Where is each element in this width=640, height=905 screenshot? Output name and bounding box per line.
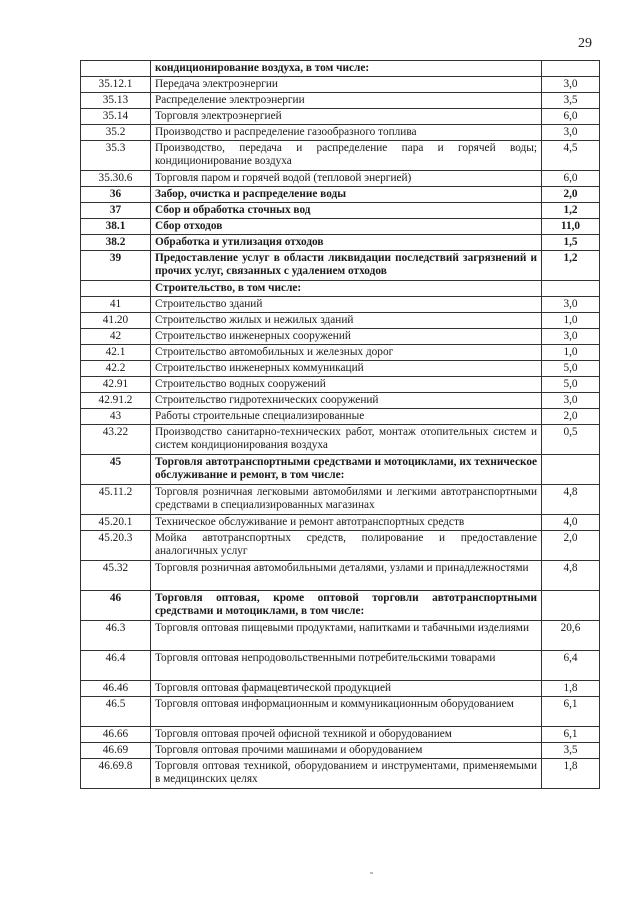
- activity-name-cell: Строительство гидротехнических сооружений: [151, 393, 542, 409]
- table-row: [81, 77, 600, 93]
- activity-code-cell: 45.11.2: [81, 485, 151, 515]
- activity-code-cell: [81, 281, 151, 297]
- table-row: [81, 109, 600, 125]
- activity-code-cell: 35.3: [81, 141, 151, 171]
- rate-value-cell: 5,0: [542, 377, 600, 393]
- activity-name-cell: Торговля розничная автомобильными деталями, узлами и принадлежностями: [151, 561, 542, 591]
- table-row: [81, 329, 600, 345]
- table-row: [81, 485, 600, 515]
- rate-value-cell: 3,0: [542, 125, 600, 141]
- rate-value-cell: 0,5: [542, 425, 600, 455]
- table-row: [81, 141, 600, 171]
- table-row: [81, 219, 600, 235]
- table-row: [81, 171, 600, 187]
- activity-code-cell: [81, 61, 151, 77]
- activity-name-cell: Торговля оптовая техникой, оборудованием и инструментами, применяемыми в медицинских целях: [151, 759, 542, 789]
- table-row: [81, 743, 600, 759]
- activity-code-cell: 43.22: [81, 425, 151, 455]
- activity-code-cell: 35.30.6: [81, 171, 151, 187]
- rate-value-cell: 3,0: [542, 297, 600, 313]
- table-row: [81, 93, 600, 109]
- rate-value-cell: 20,6: [542, 621, 600, 651]
- activity-code-cell: 35.2: [81, 125, 151, 141]
- page-number: 29: [578, 36, 592, 51]
- activity-code-cell: 42.91: [81, 377, 151, 393]
- activity-code-cell: 46.69: [81, 743, 151, 759]
- table-row: [81, 515, 600, 531]
- rate-value-cell: 1,8: [542, 759, 600, 789]
- activity-code-cell: 42: [81, 329, 151, 345]
- rate-value-cell: 6,0: [542, 171, 600, 187]
- rate-value-cell: 1,0: [542, 313, 600, 329]
- activity-code-cell: 46.46: [81, 681, 151, 697]
- table-row: [81, 409, 600, 425]
- table-row: [81, 61, 600, 77]
- activity-code-cell: 42.2: [81, 361, 151, 377]
- rate-value-cell: 3,5: [542, 743, 600, 759]
- activity-name-cell: Строительство инженерных сооружений: [151, 329, 542, 345]
- activity-name-cell: Распределение электроэнергии: [151, 93, 542, 109]
- table-row: [81, 531, 600, 561]
- activity-name-cell: кондиционирование воздуха, в том числе:: [151, 61, 542, 77]
- rate-value-cell: 1,0: [542, 345, 600, 361]
- activity-code-cell: 45.20.1: [81, 515, 151, 531]
- activity-name-cell: Торговля оптовая прочими машинами и оборудованием: [151, 743, 542, 759]
- rate-value-cell: 3,5: [542, 93, 600, 109]
- activity-name-cell: Торговля оптовая фармацевтической продукцией: [151, 681, 542, 697]
- activity-name-cell: Строительство водных сооружений: [151, 377, 542, 393]
- activity-code-cell: 38.1: [81, 219, 151, 235]
- activity-name-cell: Торговля электроэнергией: [151, 109, 542, 125]
- table-row: [81, 561, 600, 591]
- table-row: [81, 203, 600, 219]
- activity-code-cell: 46.5: [81, 697, 151, 727]
- activity-code-cell: 41.20: [81, 313, 151, 329]
- activity-name-cell: Работы строительные специализированные: [151, 409, 542, 425]
- activity-name-cell: Торговля оптовая непродовольственными потребительскими товарами: [151, 651, 542, 681]
- rate-value-cell: 4,5: [542, 141, 600, 171]
- activity-name-cell: Забор, очистка и распределение воды: [151, 187, 542, 203]
- rate-value-cell: 2,0: [542, 409, 600, 425]
- rate-value-cell: 1,2: [542, 203, 600, 219]
- rate-value-cell: 3,0: [542, 77, 600, 93]
- table-row: [81, 393, 600, 409]
- rate-value-cell: 1,5: [542, 235, 600, 251]
- activity-code-cell: 37: [81, 203, 151, 219]
- activity-code-cell: 39: [81, 251, 151, 281]
- table-row: [81, 591, 600, 621]
- activity-name-cell: Торговля оптовая информационным и коммуникационным оборудованием: [151, 697, 542, 727]
- table-row: [81, 281, 600, 297]
- rate-value-cell: [542, 61, 600, 77]
- table-row: [81, 377, 600, 393]
- table-row: [81, 681, 600, 697]
- scan-speck: [370, 872, 373, 874]
- activity-code-cell: 42.91.2: [81, 393, 151, 409]
- rate-value-cell: 5,0: [542, 361, 600, 377]
- activity-name-cell: Торговля оптовая пищевыми продуктами, напитками и табачными изделиями: [151, 621, 542, 651]
- table-row: [81, 345, 600, 361]
- rate-value-cell: 6,0: [542, 109, 600, 125]
- activity-rates-table: [80, 60, 600, 789]
- activity-code-cell: 35.14: [81, 109, 151, 125]
- activity-name-cell: Строительство инженерных коммуникаций: [151, 361, 542, 377]
- activity-code-cell: 46.66: [81, 727, 151, 743]
- table-row: [81, 297, 600, 313]
- activity-code-cell: 46.3: [81, 621, 151, 651]
- table-row: [81, 361, 600, 377]
- table-row: [81, 697, 600, 727]
- rate-value-cell: 11,0: [542, 219, 600, 235]
- activity-name-cell: Техническое обслуживание и ремонт автотранспортных средств: [151, 515, 542, 531]
- rate-value-cell: 2,0: [542, 187, 600, 203]
- activity-code-cell: 35.13: [81, 93, 151, 109]
- activity-name-cell: Производство и распределение газообразного топлива: [151, 125, 542, 141]
- table-row: [81, 313, 600, 329]
- table-row: [81, 235, 600, 251]
- activity-name-cell: Торговля розничная легковыми автомобилями и легкими автотранспортными средствами в специализированных магазинах: [151, 485, 542, 515]
- activity-name-cell: Сбор отходов: [151, 219, 542, 235]
- rate-value-cell: 3,0: [542, 329, 600, 345]
- rate-value-cell: 4,0: [542, 515, 600, 531]
- activity-code-cell: 42.1: [81, 345, 151, 361]
- activity-code-cell: 46: [81, 591, 151, 621]
- activity-code-cell: 45.32: [81, 561, 151, 591]
- rate-value-cell: [542, 455, 600, 485]
- activity-name-cell: Передача электроэнергии: [151, 77, 542, 93]
- activity-name-cell: Торговля автотранспортными средствами и мотоциклами, их техническое обслуживание и ремонт, в том числе:: [151, 455, 542, 485]
- activity-name-cell: Строительство, в том числе:: [151, 281, 542, 297]
- activity-name-cell: Мойка автотранспортных средств, полирование и предоставление аналогичных услуг: [151, 531, 542, 561]
- activity-name-cell: Сбор и обработка сточных вод: [151, 203, 542, 219]
- rate-value-cell: 6,4: [542, 651, 600, 681]
- table-row: [81, 621, 600, 651]
- activity-name-cell: Торговля оптовая, кроме оптовой торговли автотранспортными средствами и мотоциклами, в том числе:: [151, 591, 542, 621]
- activity-code-cell: 43: [81, 409, 151, 425]
- rate-value-cell: 1,8: [542, 681, 600, 697]
- rate-value-cell: 3,0: [542, 393, 600, 409]
- activity-code-cell: 45: [81, 455, 151, 485]
- activity-name-cell: Строительство жилых и нежилых зданий: [151, 313, 542, 329]
- activity-code-cell: 45.20.3: [81, 531, 151, 561]
- table-row: [81, 425, 600, 455]
- rate-value-cell: 4,8: [542, 561, 600, 591]
- activity-code-cell: 36: [81, 187, 151, 203]
- activity-code-cell: 46.69.8: [81, 759, 151, 789]
- table-row: [81, 251, 600, 281]
- activity-code-cell: 41: [81, 297, 151, 313]
- table-row: [81, 651, 600, 681]
- table-row: [81, 759, 600, 789]
- table-row: [81, 125, 600, 141]
- table-row: [81, 455, 600, 485]
- activity-name-cell: Строительство зданий: [151, 297, 542, 313]
- rate-value-cell: [542, 591, 600, 621]
- activity-code-cell: 35.12.1: [81, 77, 151, 93]
- table-row: [81, 727, 600, 743]
- rate-value-cell: [542, 281, 600, 297]
- activity-name-cell: Обработка и утилизация отходов: [151, 235, 542, 251]
- rate-value-cell: 1,2: [542, 251, 600, 281]
- rate-value-cell: 2,0: [542, 531, 600, 561]
- rate-value-cell: 6,1: [542, 697, 600, 727]
- activity-code-cell: 46.4: [81, 651, 151, 681]
- activity-name-cell: Торговля паром и горячей водой (тепловой энергией): [151, 171, 542, 187]
- activity-name-cell: Производство, передача и распределение пара и горячей воды; кондиционирование воздуха: [151, 141, 542, 171]
- activity-name-cell: Производство санитарно-технических работ, монтаж отопительных систем и систем кондиционирования воздуха: [151, 425, 542, 455]
- rate-value-cell: 4,8: [542, 485, 600, 515]
- table-row: [81, 187, 600, 203]
- activity-code-cell: 38.2: [81, 235, 151, 251]
- table-body: [81, 61, 600, 789]
- activity-name-cell: Предоставление услуг в области ликвидации последствий загрязнений и прочих услуг, связанных с удалением отходов: [151, 251, 542, 281]
- activity-name-cell: Строительство автомобильных и железных дорог: [151, 345, 542, 361]
- rate-value-cell: 6,1: [542, 727, 600, 743]
- activity-name-cell: Торговля оптовая прочей офисной техникой и оборудованием: [151, 727, 542, 743]
